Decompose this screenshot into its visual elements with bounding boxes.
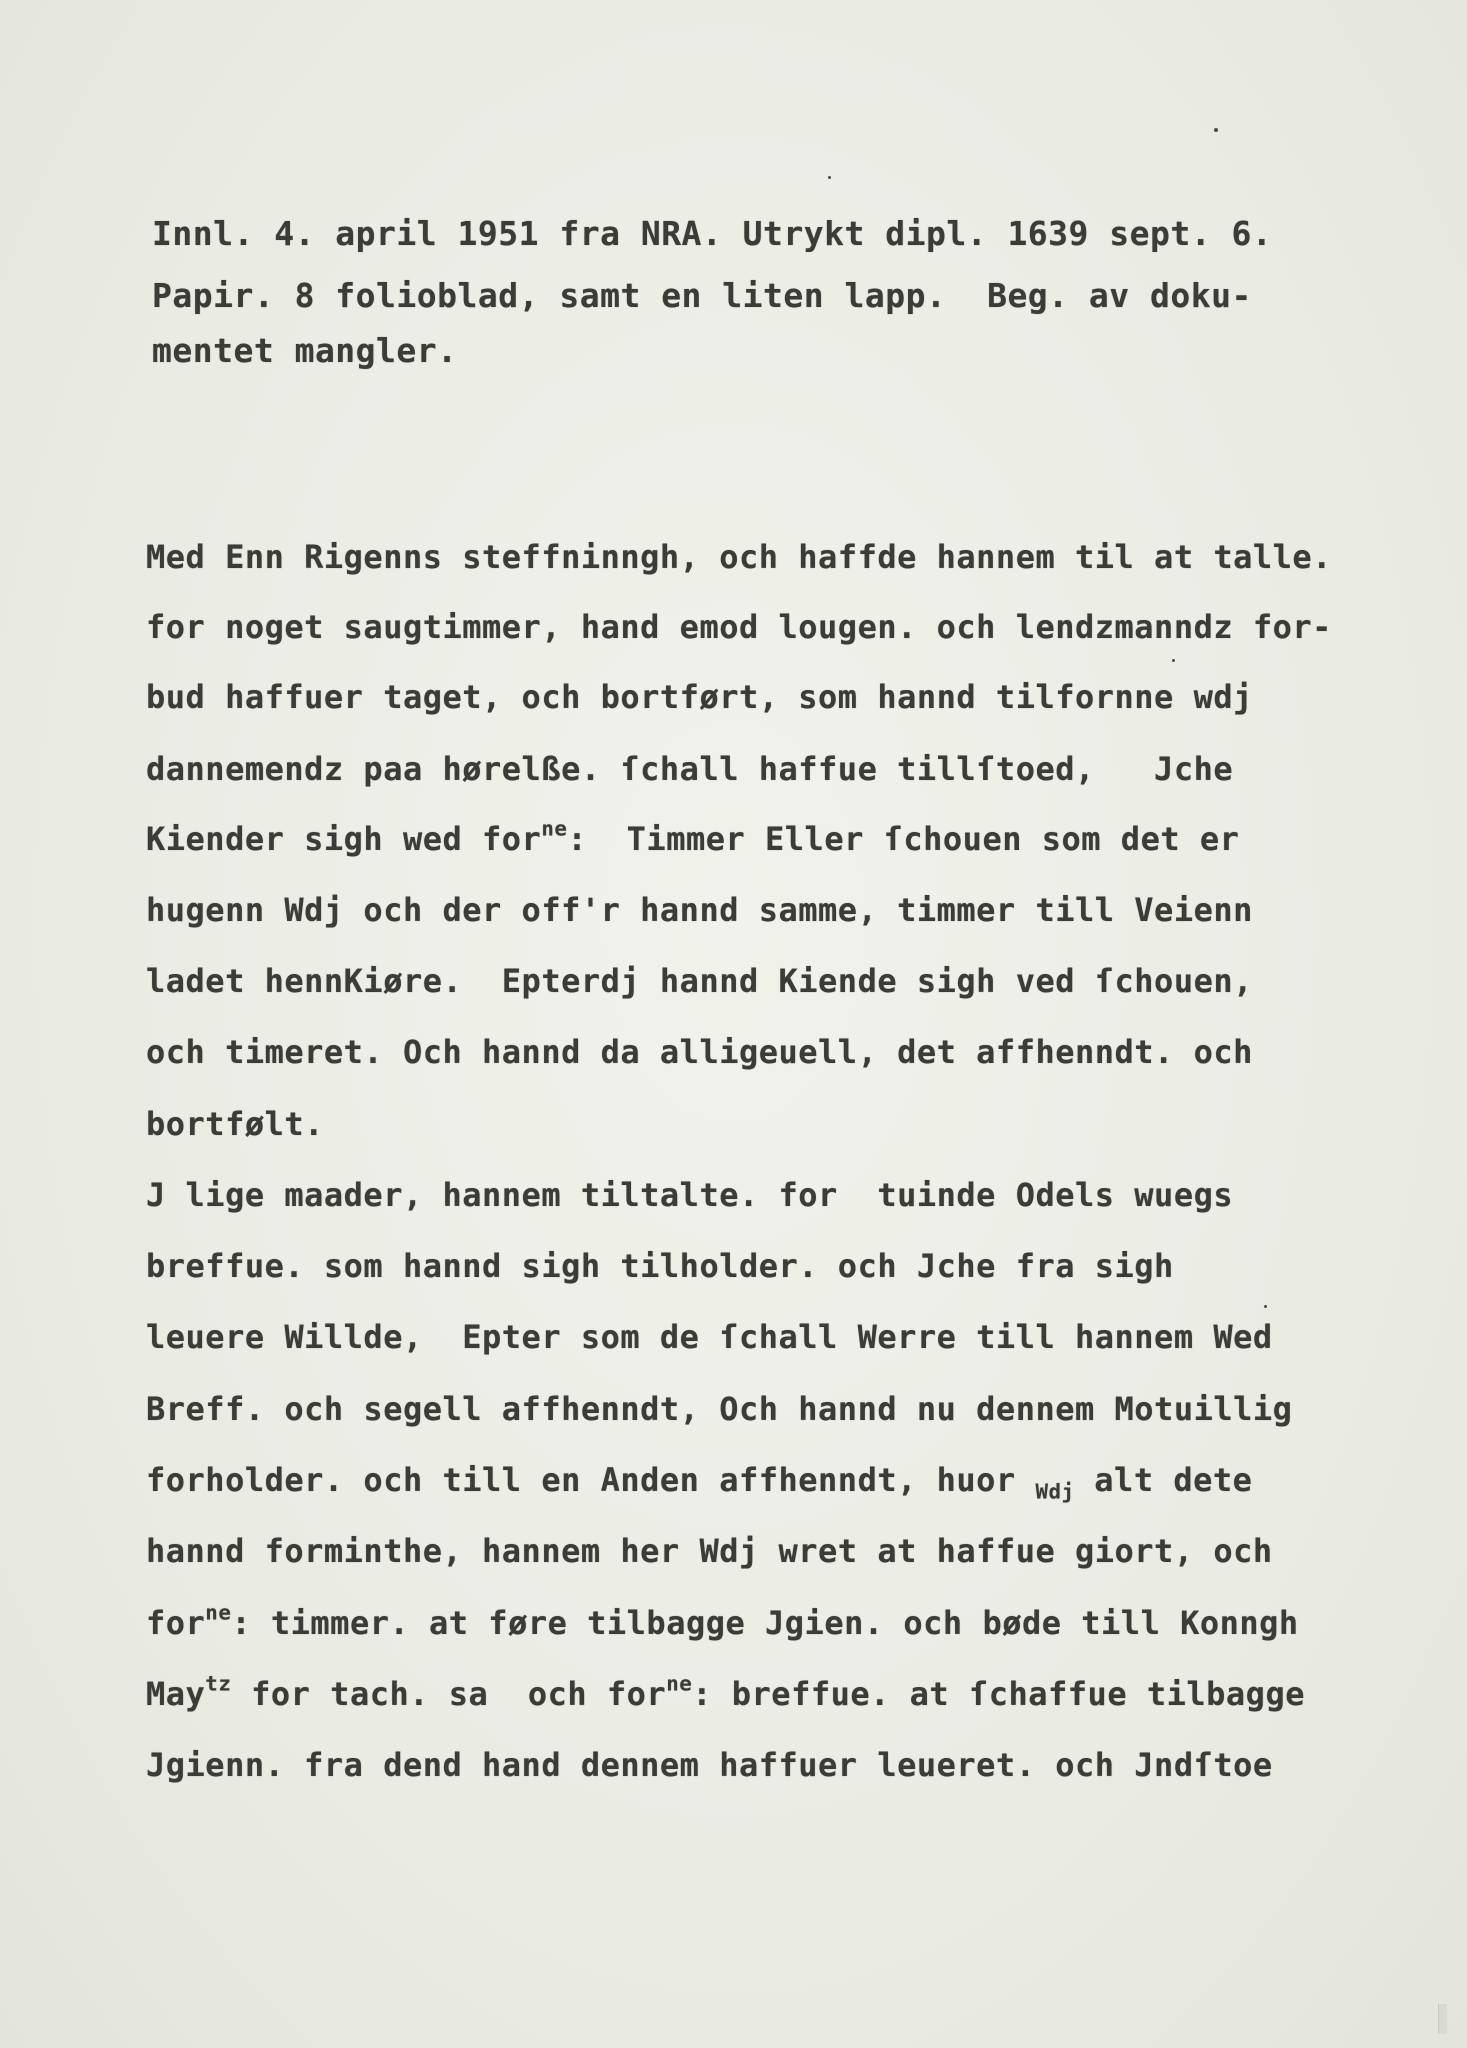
body-line-11: breffue. som hannd sigh tilholder. och Jche fra sigh (146, 1247, 1174, 1285)
superscript: ne (666, 1671, 693, 1696)
header-line-2: Papir. 8 folioblad, samt en liten lapp. Beg. av doku- (152, 276, 1252, 315)
body-line-2: for noget saugtimmer, hand emod lougen. och lendzmanndz for- (146, 608, 1332, 646)
body-line-17-rest: : breffue. at ſchaffue tilbagge (692, 1675, 1305, 1713)
body-line-16 (146, 1600, 1299, 1642)
body-line-17 (146, 1671, 1305, 1713)
body-line-16-text: for (146, 1604, 206, 1642)
paper-speck (1214, 128, 1218, 132)
body-line-5-text: Kiender sigh wed for (146, 820, 542, 858)
body-line-14-text: forholder. och till en Anden affhenndt, huor (146, 1461, 1036, 1499)
subscript: Wdj (1035, 1479, 1075, 1504)
body-line-14-rest: alt dete (1074, 1461, 1253, 1499)
body-line-5 (146, 816, 1240, 858)
body-line-8: och timeret. Och hannd da alligeuell, det affhenndt. och (146, 1033, 1253, 1071)
body-line-13: Breff. och segell affhenndt, Och hannd nu dennem Motuillig (146, 1390, 1293, 1428)
superscript: ne (541, 816, 568, 841)
body-line-3: bud haffuer taget, och bortført, som hannd tilfornne wdj (146, 678, 1253, 716)
body-line-4: dannemendz paa hørelße. ſchall haffue tillſtoed, Jche (146, 750, 1234, 788)
header-line-3: mentet mangler. (152, 331, 458, 370)
body-line-14 (146, 1461, 1253, 1504)
body-line-5-rest: : Timmer Eller ſchouen som det er (567, 820, 1240, 858)
superscript: ne (205, 1600, 232, 1625)
paper-speck (828, 176, 831, 179)
body-line-9: bortfølt. (146, 1105, 324, 1143)
body-line-16-rest: : timmer. at føre tilbagge Jgien. och bøde till Konngh (231, 1604, 1299, 1642)
body-line-12: leuere Willde, Epter som de ſchall Werre till hannem Wed (146, 1318, 1273, 1356)
paper-speck (1264, 1305, 1267, 1308)
body-line-7: ladet hennKiøre. Epterdj hannd Kiende sigh ved ſchouen, (146, 962, 1253, 1000)
body-line-15: hannd forminthe, hannem her Wdj wret at haffue giort, och (146, 1532, 1273, 1570)
body-line-18: Jgienn. fra dend hand dennem haffuer leueret. och Jndſtoe (146, 1746, 1273, 1784)
body-line-10: J lige maader, hannem tiltalte. for tuinde Odels wuegs (146, 1176, 1234, 1214)
body-line-17-text: May (146, 1675, 206, 1713)
superscript: tz (205, 1671, 232, 1696)
body-line-6: hugenn Wdj och der off'r hannd samme, timmer till Veienn (146, 891, 1253, 929)
body-line-17-mid: for tach. sa och for (231, 1675, 667, 1713)
page-edge-mark (1438, 2004, 1447, 2034)
body-line-1: Med Enn Rigenns steffninngh, och haffde hannem til at talle. (146, 538, 1332, 576)
paper-speck (1172, 659, 1175, 662)
header-line-1: Innl. 4. april 1951 fra NRA. Utrykt dipl. 1639 sept. 6. (152, 214, 1273, 253)
